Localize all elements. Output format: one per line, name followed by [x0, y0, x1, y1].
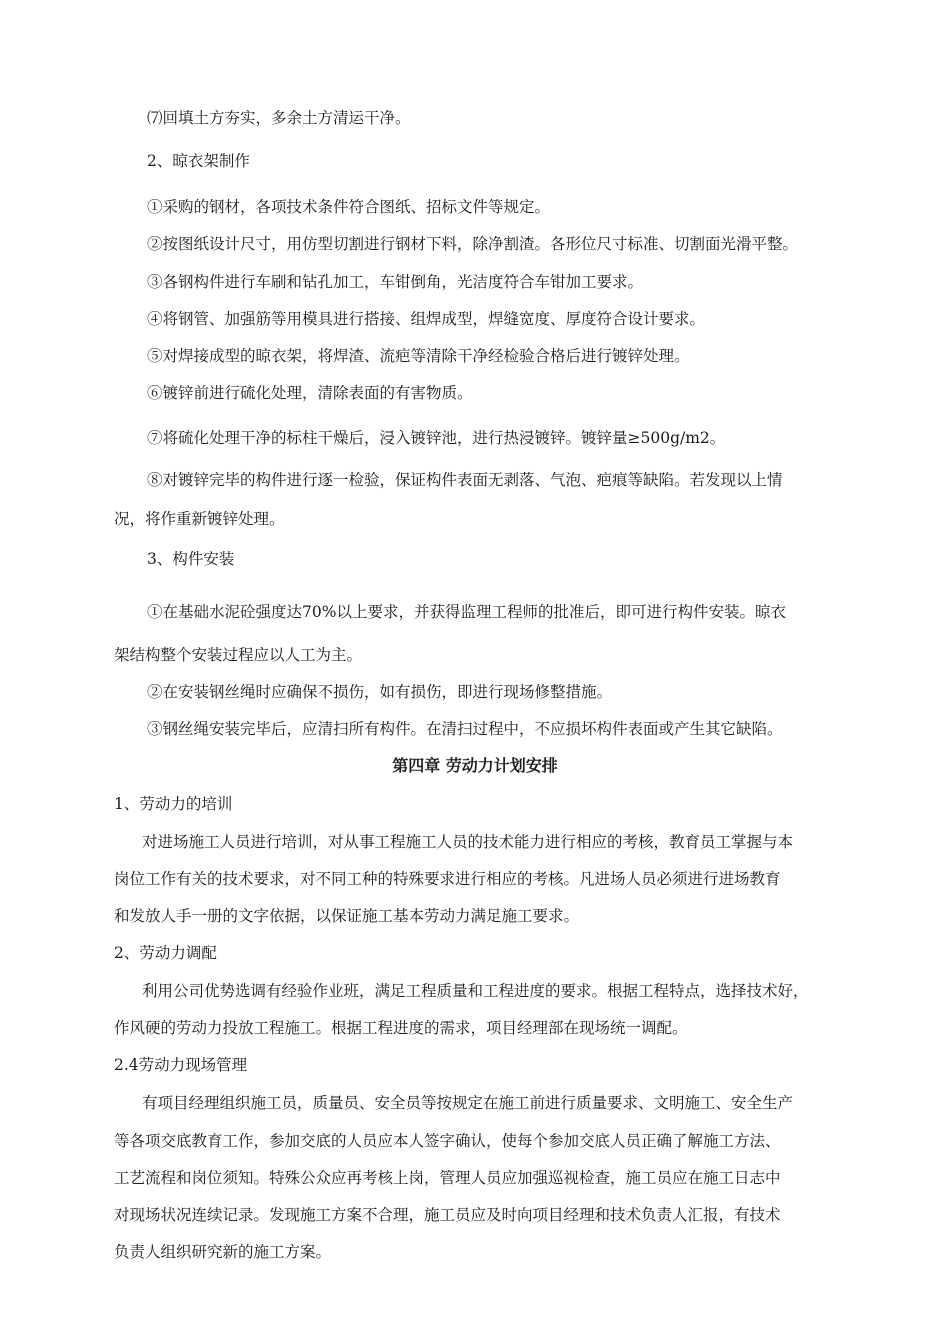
text-line: 对现场状况连续记录。发现施工方案不合理，施工员应及时向项目经理和技术负责人汇报，有技术 [114, 1206, 781, 1224]
text-line: ⑧对镀锌完毕的构件进行逐一检验，保证构件表面无剥落、气泡、疤痕等缺陷。若发现以上情 [147, 471, 783, 489]
text-line: 架结构整个安装过程应以人工为主。 [114, 646, 363, 664]
section-heading: 2、晾衣架制作 [147, 152, 250, 170]
text-line: 作风硬的劳动力投放工程施工。根据工程进度的需求，项目经理部在现场统一调配。 [114, 1019, 688, 1037]
text-line: 况，将作重新镀锌处理。 [114, 510, 285, 528]
chapter-title: 第四章 劳动力计划安排 [392, 756, 558, 775]
text-line: 工艺流程和岗位须知。特殊公众应再考核上岗，管理人员应加强巡视检查，施工员应在施工日志中 [114, 1169, 781, 1187]
text-line: 利用公司优势选调有经验作业班，满足工程质量和工程进度的要求。根据工程特点，选择技术好， [142, 982, 809, 1000]
text-line: 有项目经理组织施工员，质量员、安全员等按规定在施工前进行质量要求、文明施工、安全生产 [142, 1094, 794, 1112]
text-line: 和发放人手一册的文字依据，以保证施工基本劳动力满足施工要求。 [114, 907, 580, 925]
text-line: ②按图纸设计尺寸，用仿型切割进行钢材下料，除净割渣。各形位尺寸标准、切割面光滑平整。 [147, 235, 799, 253]
text-line: ①在基础水泥砼强度达70%以上要求，并获得监理工程师的批准后，即可进行构件安装。晾衣 [147, 603, 786, 621]
text-line: ⑦将硫化处理干净的标柱干燥后，浸入镀锌池，进行热浸镀锌。镀锌量≥500g/m2。 [147, 429, 726, 447]
text-line: 等各项交底教育工作，参加交底的人员应本人签字确认，使每个参加交底人员正确了解施工方法、 [114, 1132, 781, 1150]
text-line: 岗位工作有关的技术要求，对不同工种的特殊要求进行相应的考核。凡进场人员必须进行进场教育 [114, 870, 781, 888]
text-line: ④将钢管、加强筋等用模具进行搭接、组焊成型，焊缝宽度、厚度符合设计要求。 [147, 310, 706, 328]
section-heading: 2、劳动力调配 [114, 944, 217, 962]
section-heading: 2.4劳动力现场管理 [114, 1056, 248, 1074]
text-line: ③钢丝绳安装完毕后，应清扫所有构件。在清扫过程中，不应损坏构件表面或产生其它缺陷。 [147, 720, 783, 738]
text-line: ①采购的钢材，各项技术条件符合图纸、招标文件等规定。 [147, 198, 551, 216]
text-line: ⑺回填土方夯实，多余土方清运干净。 [147, 109, 411, 127]
text-line: 对进场施工人员进行培训，对从事工程施工人员的技术能力进行相应的考核，教育员工掌握与本 [142, 833, 794, 851]
text-line: ③各钢构件进行车刷和钻孔加工，车钳倒角，光洁度符合车钳加工要求。 [147, 273, 644, 291]
text-line: 负责人组织研究新的施工方案。 [114, 1243, 332, 1261]
text-line: ②在安装钢丝绳时应确保不损伤，如有损伤，即进行现场修整措施。 [147, 683, 613, 701]
section-heading: 1、劳动力的培训 [114, 795, 233, 813]
section-heading: 3、构件安装 [147, 550, 235, 568]
text-line: ⑥镀锌前进行硫化处理，清除表面的有害物质。 [147, 384, 473, 402]
text-line: ⑤对焊接成型的晾衣架，将焊渣、流疤等清除干净经检验合格后进行镀锌处理。 [147, 347, 690, 365]
